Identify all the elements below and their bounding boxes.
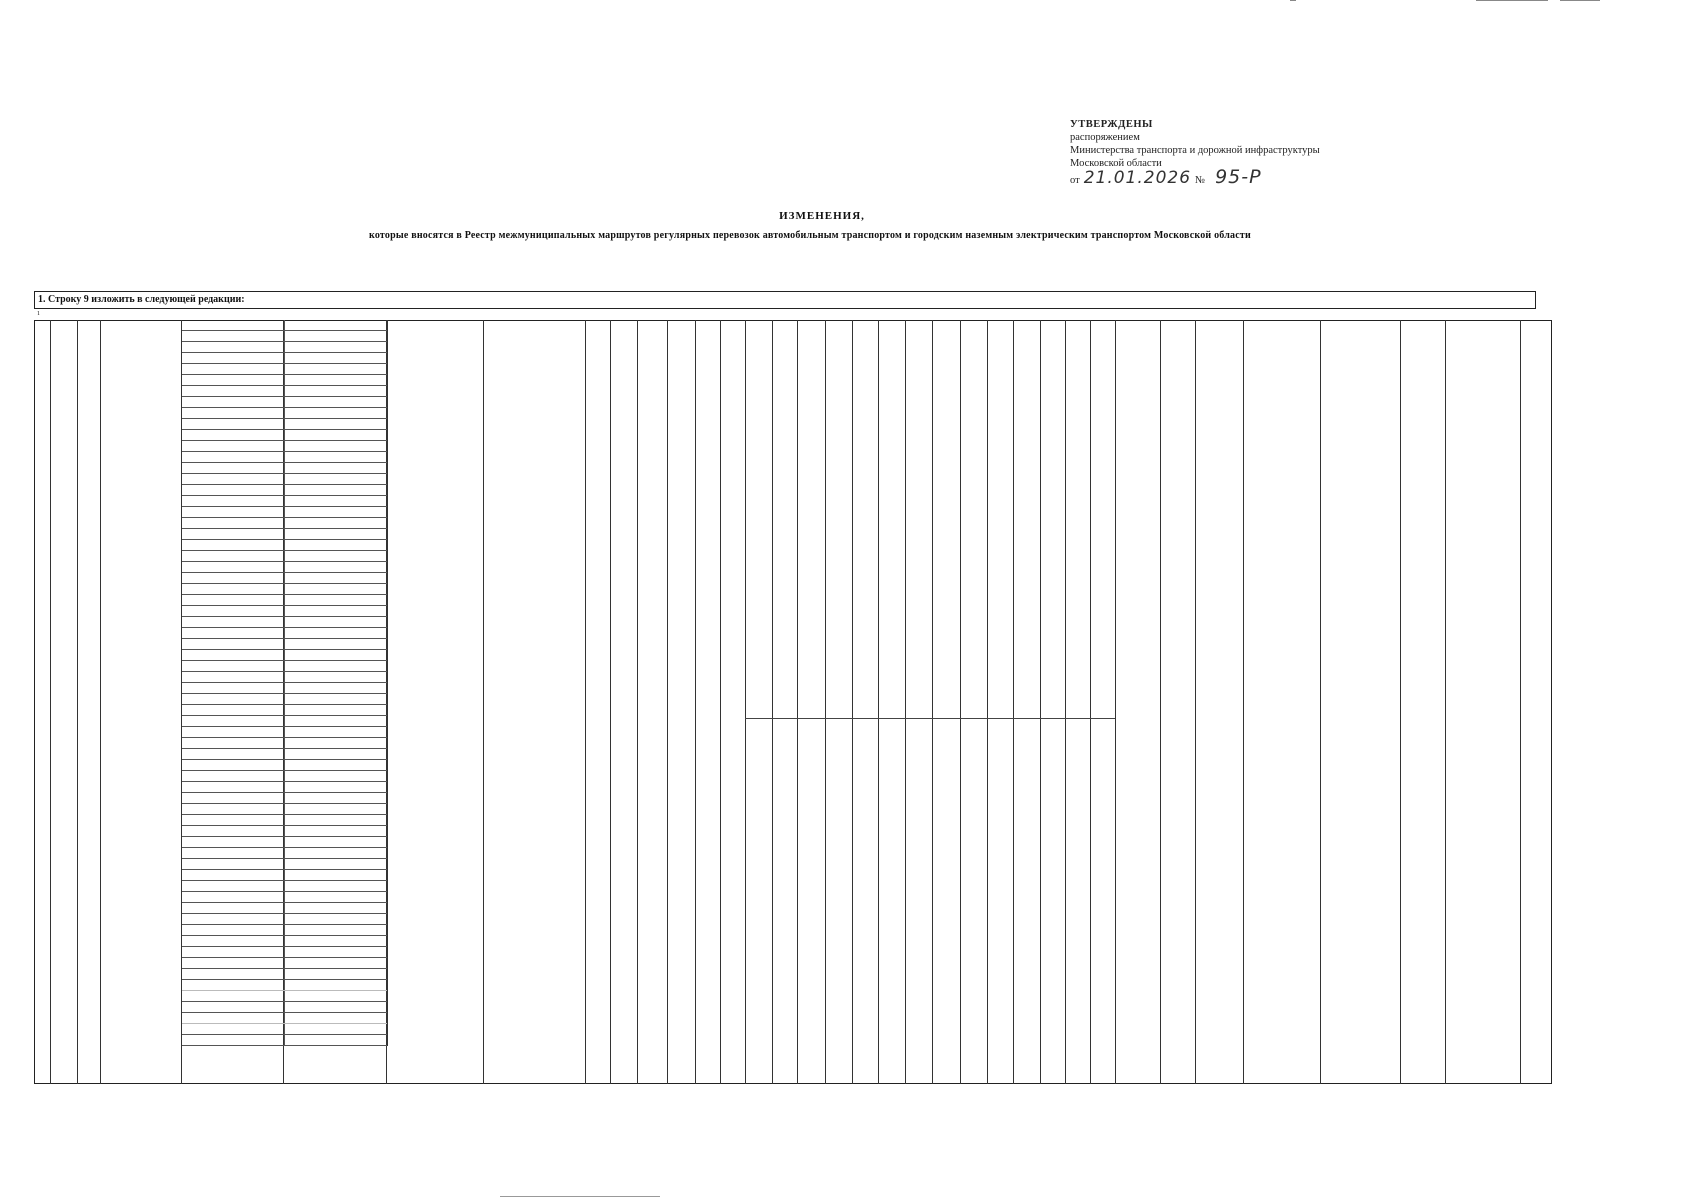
table-row — [182, 749, 387, 760]
stop-reverse — [285, 452, 387, 462]
table-row — [182, 738, 387, 749]
stop-forward — [182, 518, 285, 528]
table-row — [182, 518, 387, 529]
stop-forward — [182, 540, 285, 550]
stop-reverse — [285, 804, 387, 814]
stop-forward — [182, 738, 285, 748]
stop-forward — [182, 716, 285, 726]
table-row — [182, 881, 387, 892]
number-sign: № — [1195, 175, 1206, 186]
table-column-border — [637, 320, 638, 1084]
stop-forward — [182, 353, 285, 363]
table-column-border — [852, 320, 853, 1084]
stop-forward — [182, 694, 285, 704]
table-row — [182, 452, 387, 463]
table-row — [182, 903, 387, 914]
table-row — [182, 540, 387, 551]
stop-forward — [182, 892, 285, 902]
table-row — [182, 980, 387, 991]
table-column-border — [1445, 320, 1446, 1084]
stop-reverse — [285, 683, 387, 693]
table-row — [182, 683, 387, 694]
stop-forward — [182, 771, 285, 781]
stop-reverse — [285, 727, 387, 737]
stop-reverse — [285, 617, 387, 627]
stop-reverse — [285, 540, 387, 550]
table-column-border — [825, 320, 826, 1084]
scan-artifact-line — [1560, 0, 1600, 1]
section-heading: 1. Строку 9 изложить в следующей редакции: — [34, 291, 1536, 309]
stop-forward — [182, 705, 285, 715]
approval-line: распоряжением — [1070, 132, 1140, 143]
stop-reverse — [285, 386, 387, 396]
scan-artifact-line — [500, 1196, 660, 1197]
stop-reverse — [285, 848, 387, 858]
table-column-border — [1160, 320, 1161, 1084]
stop-forward — [182, 430, 285, 440]
stop-forward — [182, 342, 285, 352]
table-column-border — [1065, 320, 1066, 1084]
stop-reverse — [285, 441, 387, 451]
table-row — [182, 771, 387, 782]
stop-reverse — [285, 353, 387, 363]
stops-list — [181, 320, 388, 1046]
stop-forward — [182, 837, 285, 847]
table-row — [182, 331, 387, 342]
table-row — [182, 1002, 387, 1013]
table-column-border — [77, 320, 78, 1084]
stop-forward — [182, 1035, 285, 1045]
table-column-border — [1090, 320, 1091, 1084]
stop-reverse — [285, 1002, 387, 1012]
stop-forward — [182, 551, 285, 561]
table-row — [182, 782, 387, 793]
table-row — [182, 584, 387, 595]
stop-forward — [182, 958, 285, 968]
stop-reverse — [285, 661, 387, 671]
stop-reverse — [285, 793, 387, 803]
stop-forward — [182, 914, 285, 924]
stop-reverse — [285, 639, 387, 649]
stop-reverse — [285, 397, 387, 407]
table-column-border — [1195, 320, 1196, 1084]
stop-reverse — [285, 474, 387, 484]
stop-forward — [182, 936, 285, 946]
table-row — [182, 1013, 387, 1024]
table-row — [182, 837, 387, 848]
stop-forward — [182, 474, 285, 484]
stop-reverse — [285, 958, 387, 968]
table-row — [182, 727, 387, 738]
table-row — [182, 485, 387, 496]
table-column-border — [585, 320, 586, 1084]
stop-forward — [182, 397, 285, 407]
table-row — [182, 661, 387, 672]
table-column-border — [1520, 320, 1521, 1084]
stop-forward — [182, 639, 285, 649]
table-row — [182, 672, 387, 683]
table-row — [182, 705, 387, 716]
stop-forward — [182, 727, 285, 737]
table-row — [182, 958, 387, 969]
table-row — [182, 859, 387, 870]
stop-reverse — [285, 518, 387, 528]
stop-reverse — [285, 320, 387, 330]
stop-forward — [182, 859, 285, 869]
table-column-border — [667, 320, 668, 1084]
row-number-marker: 1 — [37, 311, 40, 317]
stop-reverse — [285, 716, 387, 726]
stop-reverse — [285, 463, 387, 473]
table-column-border — [50, 320, 51, 1084]
table-column-border — [772, 320, 773, 1084]
stop-forward — [182, 419, 285, 429]
stop-forward — [182, 925, 285, 935]
stop-reverse — [285, 584, 387, 594]
stop-reverse — [285, 364, 387, 374]
stop-reverse — [285, 738, 387, 748]
handwritten-number: 95-Р — [1215, 166, 1262, 188]
stop-reverse — [285, 881, 387, 891]
table-row — [182, 551, 387, 562]
table-row — [182, 474, 387, 485]
document-subtitle: которые вносятся в Реестр межмуниципальных маршрутов регулярных перевозок автомобильным транспортом и городским наземным электрическим транспортом Московской области — [369, 230, 1251, 241]
table-row — [182, 1035, 387, 1046]
table-row — [182, 507, 387, 518]
stop-reverse — [285, 1035, 387, 1045]
table-row — [182, 364, 387, 375]
table-row — [182, 397, 387, 408]
scan-artifact-line — [1476, 0, 1548, 1]
stop-reverse — [285, 408, 387, 418]
table-row — [182, 848, 387, 859]
table-column-border — [1400, 320, 1401, 1084]
stop-reverse — [285, 705, 387, 715]
stop-reverse — [285, 815, 387, 825]
stop-reverse — [285, 969, 387, 979]
stop-forward — [182, 617, 285, 627]
stop-forward — [182, 573, 285, 583]
stop-forward — [182, 331, 285, 341]
stop-forward — [182, 804, 285, 814]
table-column-border — [720, 320, 721, 1084]
table-row — [182, 441, 387, 452]
stop-reverse — [285, 595, 387, 605]
stop-forward — [182, 606, 285, 616]
table-row — [182, 925, 387, 936]
stop-reverse — [285, 1013, 387, 1023]
stop-reverse — [285, 1024, 387, 1034]
stop-reverse — [285, 991, 387, 1001]
stop-reverse — [285, 342, 387, 352]
stop-reverse — [285, 628, 387, 638]
stop-reverse — [285, 925, 387, 935]
stop-forward — [182, 683, 285, 693]
stop-forward — [182, 1002, 285, 1012]
stop-reverse — [285, 870, 387, 880]
approval-line: Московской области — [1070, 158, 1162, 169]
stop-forward — [182, 441, 285, 451]
approval-dateline — [1070, 166, 1320, 188]
table-row — [182, 430, 387, 441]
table-column-border — [695, 320, 696, 1084]
stop-forward — [182, 584, 285, 594]
stop-reverse — [285, 903, 387, 913]
stop-reverse — [285, 650, 387, 660]
stop-forward — [182, 496, 285, 506]
table-row — [182, 386, 387, 397]
table-column-border — [100, 320, 101, 1084]
stop-reverse — [285, 837, 387, 847]
stop-reverse — [285, 947, 387, 957]
stop-forward — [182, 463, 285, 473]
stop-reverse — [285, 914, 387, 924]
table-row — [182, 496, 387, 507]
table-row — [182, 650, 387, 661]
table-column-border — [905, 320, 906, 1084]
stop-reverse — [285, 826, 387, 836]
stop-forward — [182, 1024, 285, 1034]
table-row — [182, 639, 387, 650]
table-row — [182, 793, 387, 804]
table-row — [182, 804, 387, 815]
schedule-divider — [745, 718, 1115, 719]
table-column-border — [932, 320, 933, 1084]
stop-forward — [182, 815, 285, 825]
stop-forward — [182, 749, 285, 759]
stop-forward — [182, 485, 285, 495]
table-row — [182, 760, 387, 771]
table-row — [182, 969, 387, 980]
stop-forward — [182, 782, 285, 792]
stop-forward — [182, 661, 285, 671]
table-row — [182, 408, 387, 419]
stop-reverse — [285, 419, 387, 429]
table-row — [182, 606, 387, 617]
stop-forward — [182, 793, 285, 803]
table-column-border — [797, 320, 798, 1084]
approval-line: Министерства транспорта и дорожной инфраструктуры — [1070, 145, 1320, 156]
table-row — [182, 419, 387, 430]
stop-reverse — [285, 496, 387, 506]
table-column-border — [1040, 320, 1041, 1084]
table-row — [182, 595, 387, 606]
stop-reverse — [285, 771, 387, 781]
stop-forward — [182, 980, 285, 990]
approval-block — [1070, 118, 1320, 187]
table-column-border — [1320, 320, 1321, 1084]
table-row — [182, 947, 387, 958]
handwritten-date: 21.01.2026 — [1083, 168, 1192, 188]
date-prefix: от — [1070, 175, 1080, 186]
stop-forward — [182, 672, 285, 682]
stop-reverse — [285, 430, 387, 440]
stop-reverse — [285, 749, 387, 759]
stop-reverse — [285, 562, 387, 572]
stop-reverse — [285, 892, 387, 902]
table-column-border — [987, 320, 988, 1084]
stop-reverse — [285, 331, 387, 341]
stop-forward — [182, 320, 285, 330]
stop-reverse — [285, 859, 387, 869]
stop-reverse — [285, 606, 387, 616]
stop-reverse — [285, 529, 387, 539]
stop-reverse — [285, 760, 387, 770]
stop-forward — [182, 364, 285, 374]
stop-forward — [182, 947, 285, 957]
table-column-border — [483, 320, 484, 1084]
table-row — [182, 320, 387, 331]
approval-heading: УТВЕРЖДЕНЫ — [1070, 119, 1153, 130]
table-column-border — [1115, 320, 1116, 1084]
stop-forward — [182, 969, 285, 979]
stop-reverse — [285, 936, 387, 946]
stop-forward — [182, 903, 285, 913]
stop-reverse — [285, 782, 387, 792]
table-row — [182, 342, 387, 353]
stop-forward — [182, 375, 285, 385]
table-row — [182, 1024, 387, 1035]
stop-reverse — [285, 485, 387, 495]
table-row — [182, 694, 387, 705]
stop-forward — [182, 529, 285, 539]
table-row — [182, 617, 387, 628]
stop-forward — [182, 595, 285, 605]
stop-forward — [182, 870, 285, 880]
table-column-border — [745, 320, 746, 1084]
stop-forward — [182, 848, 285, 858]
stop-reverse — [285, 507, 387, 517]
table-row — [182, 463, 387, 474]
table-row — [182, 562, 387, 573]
table-row — [182, 353, 387, 364]
stop-reverse — [285, 980, 387, 990]
table-row — [182, 375, 387, 386]
table-row — [182, 716, 387, 727]
stop-forward — [182, 826, 285, 836]
table-column-border — [610, 320, 611, 1084]
stop-forward — [182, 1013, 285, 1023]
stop-forward — [182, 386, 285, 396]
table-column-border — [960, 320, 961, 1084]
table-row — [182, 870, 387, 881]
table-row — [182, 914, 387, 925]
stop-forward — [182, 881, 285, 891]
table-row — [182, 991, 387, 1002]
table-column-border — [1243, 320, 1244, 1084]
scan-artifact-line — [1290, 0, 1296, 1]
table-column-border — [878, 320, 879, 1084]
table-row — [182, 815, 387, 826]
stop-reverse — [285, 672, 387, 682]
stop-forward — [182, 452, 285, 462]
stop-forward — [182, 562, 285, 572]
document-title: ИЗМЕНЕНИЯ, — [779, 210, 865, 222]
table-row — [182, 892, 387, 903]
table-row — [182, 529, 387, 540]
stop-forward — [182, 408, 285, 418]
stop-forward — [182, 507, 285, 517]
stop-reverse — [285, 694, 387, 704]
stop-forward — [182, 650, 285, 660]
stop-reverse — [285, 375, 387, 385]
stop-forward — [182, 628, 285, 638]
table-row — [182, 628, 387, 639]
table-row — [182, 573, 387, 584]
stop-reverse — [285, 551, 387, 561]
stop-forward — [182, 760, 285, 770]
table-column-border — [1013, 320, 1014, 1084]
table-row — [182, 826, 387, 837]
stop-reverse — [285, 573, 387, 583]
table-row — [182, 936, 387, 947]
stop-forward — [182, 991, 285, 1001]
